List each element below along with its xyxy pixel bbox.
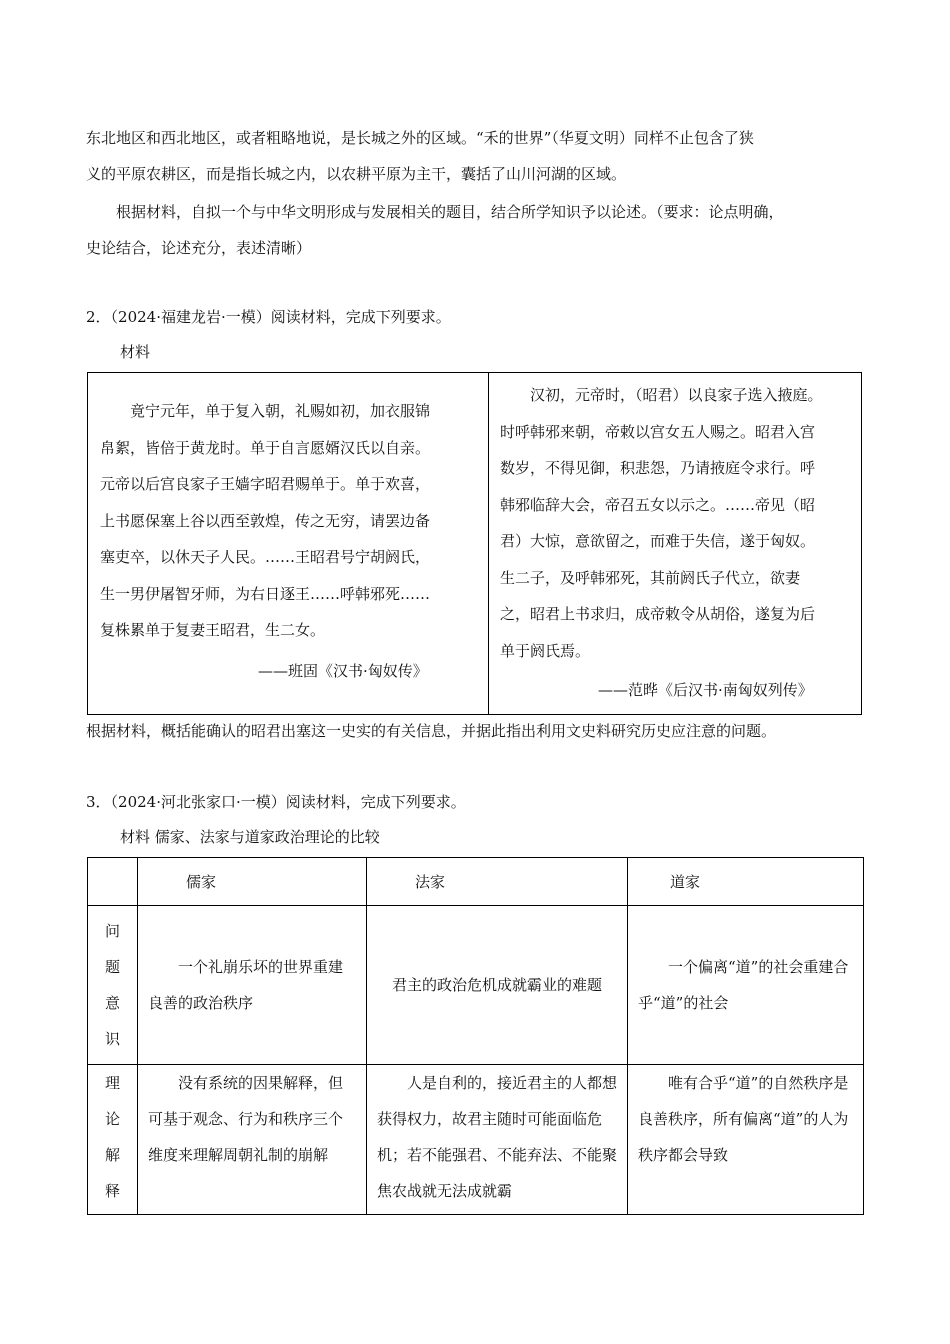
excerpt-line: 单于阏氏焉。 bbox=[500, 641, 591, 660]
row-label: 理 论 解 释 bbox=[88, 1065, 138, 1215]
excerpt-line: 之，昭君上书求归，成帝敕令从胡俗，遂复为后 bbox=[500, 605, 816, 623]
table-header-cell: 道家 bbox=[628, 858, 864, 906]
excerpt-line: 复株累单于复妻王昭君，生二女。 bbox=[100, 621, 326, 639]
table-row bbox=[88, 1065, 864, 1215]
hanshu-excerpt bbox=[100, 393, 480, 649]
table-header-cell: 儒家 bbox=[138, 858, 367, 906]
excerpt-line: 汉初，元帝时，（昭君）以良家子选入掖庭。 bbox=[530, 386, 823, 404]
row-label: 问 题 意 识 bbox=[88, 906, 138, 1065]
table-header-row bbox=[88, 858, 864, 906]
table-cell: 一个偏离“道”的社会重建合乎“道”的社会 bbox=[628, 906, 864, 1065]
question-3-heading: 3．（2024·河北张家口·一模）阅读材料，完成下列要求。 bbox=[86, 793, 466, 811]
task-paragraph bbox=[86, 194, 866, 266]
column-divider bbox=[488, 373, 489, 714]
excerpt-line: 生一男伊屠智牙师，为右日逐王……呼韩邪死…… bbox=[100, 584, 431, 603]
question-3-material-label: 材料 儒家、法家与道家政治理论的比较 bbox=[120, 828, 380, 846]
intro-line: 义的平原农耕区，而是指长城之内，以农耕平原为主干，囊括了山川河湖的区域。 bbox=[86, 165, 627, 183]
material-box bbox=[87, 372, 862, 715]
excerpt-line: 竟宁元年，单于复入朝，礼赐如初，加衣服锦 bbox=[130, 402, 431, 420]
table-cell: 唯有合乎“道”的自然秩序是良善秩序，所有偏离“道”的人为秩序都会导致 bbox=[628, 1065, 864, 1215]
table-cell: 没有系统的因果解释，但可基于观念、行为和秩序三个维度来理解周朝礼制的崩解 bbox=[138, 1065, 367, 1215]
table-cell: 人是自利的，接近君主的人都想获得权力，故君主随时可能面临危机；若不能强君、不能弃法、不能聚焦农战就无法成就霸 bbox=[367, 1065, 628, 1215]
table-header-cell bbox=[88, 858, 138, 906]
excerpt-line: 帛絮，皆倍于黄龙时。单于自言愿婿汉氏以自亲。 bbox=[100, 438, 431, 457]
task-line: 史论结合，论述充分，表述清晰） bbox=[86, 239, 312, 257]
question-2-heading: 2．（2024·福建龙岩·一模）阅读材料，完成下列要求。 bbox=[86, 308, 451, 326]
intro-paragraph bbox=[86, 120, 866, 192]
excerpt-line: 塞吏卒，以休天子人民。……王昭君号宁胡阏氏， bbox=[100, 548, 431, 566]
houhanshu-excerpt bbox=[500, 377, 860, 669]
intro-line: 东北地区和西北地区，或者粗略地说，是长城之外的区域。“禾的世界”（华夏文明）同样不止包含了狭 bbox=[86, 129, 754, 147]
excerpt-line: 韩邪临辞大会，帝召五女以示之。……帝见（昭 bbox=[500, 495, 816, 514]
excerpt-line: 上书愿保塞上谷以西至敦煌，传之无穷，请罢边备 bbox=[100, 511, 431, 530]
table-cell: 一个礼崩乐坏的世界重建良善的政治秩序 bbox=[138, 906, 367, 1065]
task-line: 根据材料，自拟一个与中华文明形成与发展相关的题目，结合所学知识予以论述。（要求：论点明确， bbox=[116, 203, 784, 221]
excerpt-line: 时呼韩邪来朝，帝敕以宫女五人赐之。昭君入宫 bbox=[500, 422, 816, 441]
question-2-prompt: 根据材料，概括能确认的昭君出塞这一史实的有关信息，并据此指出利用文史料研究历史应注意的问题。 bbox=[86, 722, 777, 740]
excerpt-line: 元帝以后宫良家子王嫱字昭君赐单于。单于欢喜， bbox=[100, 475, 431, 493]
table-header-cell: 法家 bbox=[367, 858, 628, 906]
hanshu-citation: ——班固《汉书·匈奴传》 bbox=[258, 662, 428, 680]
table-row bbox=[88, 906, 864, 1065]
excerpt-line: 生二子，及呼韩邪死，其前阏氏子代立，欲妻 bbox=[500, 568, 801, 587]
question-2-material-label: 材料 bbox=[120, 343, 151, 361]
houhanshu-citation: ——范晔《后汉书·南匈奴列传》 bbox=[598, 681, 813, 699]
table-cell: 君主的政治危机成就霸业的难题 bbox=[367, 906, 628, 1065]
excerpt-line: 数岁，不得见御，积悲怨，乃请掖庭令求行。呼 bbox=[500, 459, 816, 477]
comparison-table bbox=[87, 857, 864, 1215]
excerpt-line: 君）大惊，意欲留之，而难于失信，遂于匈奴。 bbox=[500, 532, 816, 550]
